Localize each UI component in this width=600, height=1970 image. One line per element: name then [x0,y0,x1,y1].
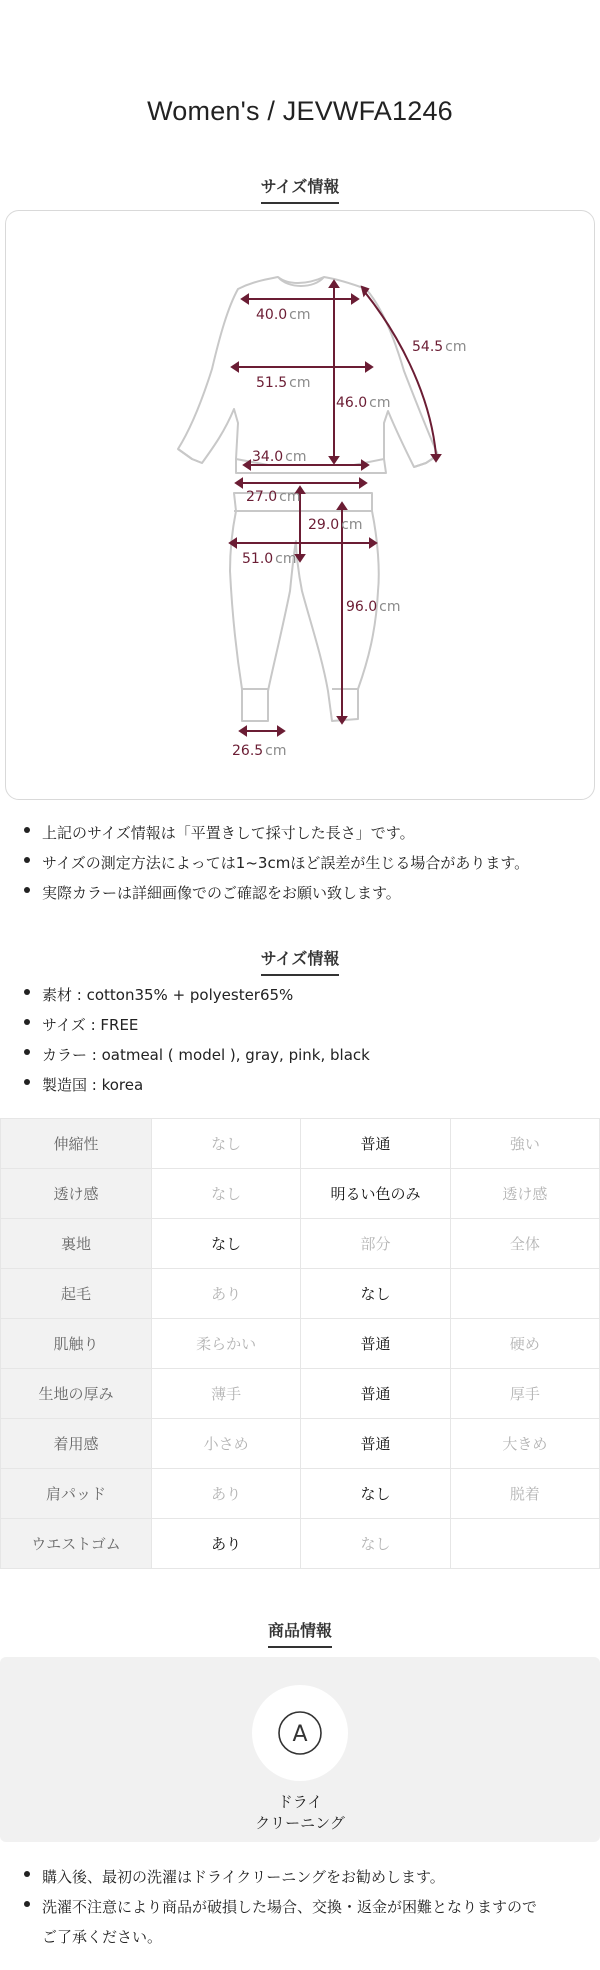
spec-list [20,980,590,1100]
attribute-option: 部分 [301,1219,450,1269]
size-note: 上記のサイズ情報は「平置きして採寸した長さ」です。 [20,818,590,848]
attribute-row [1,1319,600,1369]
measurement-lines [230,281,440,735]
attribute-option: 柔らかい [152,1319,301,1369]
attribute-option: 普通 [301,1369,450,1419]
attribute-label: ウエストゴム [1,1519,152,1569]
attribute-row [1,1219,600,1269]
label-pants-hip: 51.0 cm [242,551,297,567]
attribute-option: 薄手 [152,1369,301,1419]
dry-clean-icon [252,1685,348,1781]
label-pants-rise: 29.0 cm [308,517,363,533]
label-pants-hem: 26.5 cm [232,743,287,759]
attribute-option: 明るい色のみ [301,1169,450,1219]
attribute-option [450,1519,599,1569]
fabric-attributes-table [0,1118,600,1569]
care-notes-list [20,1862,590,1952]
size-notes-list [20,818,590,908]
size-info-heading-text: サイズ情報 [261,174,340,204]
attribute-row [1,1419,600,1469]
attribute-row [1,1369,600,1419]
size-note: 実際カラーは詳細画像でのご確認をお願い致します。 [20,878,590,908]
attribute-option: 厚手 [450,1369,599,1419]
care-heading-text: 商品情報 [268,1618,332,1648]
spec-item-size: サイズ : FREE [20,1010,590,1040]
svg-text:A: A [292,1722,308,1747]
attribute-label: 起毛 [1,1269,152,1319]
attribute-option: 普通 [301,1419,450,1469]
page-title: Women's / JEVWFA1246 [147,96,453,126]
attribute-option [450,1269,599,1319]
attribute-option: 透け感 [450,1169,599,1219]
size-diagram-panel [5,210,595,800]
care-label [0,1792,600,1834]
attribute-label: 着用感 [1,1419,152,1469]
size-note: サイズの測定方法によっては1~3cmほど誤差が生じる場合があります。 [20,848,590,878]
care-label-line1: ドライ [277,1793,323,1811]
attribute-label: 肩パッド [1,1469,152,1519]
size-diagram [6,211,596,801]
spec-item-material: 素材 : cotton35% + polyester65% [20,980,590,1010]
label-pants-length: 96.0 cm [346,599,401,615]
attribute-option: あり [152,1519,301,1569]
attribute-option: なし [301,1519,450,1569]
spec-heading-text: サイズ情報 [261,946,340,976]
attribute-option: 脱着 [450,1469,599,1519]
care-heading [0,1618,600,1648]
attribute-label: 肌触り [1,1319,152,1369]
attribute-label: 裏地 [1,1219,152,1269]
attribute-option: なし [152,1119,301,1169]
spec-item-origin: 製造国 : korea [20,1070,590,1100]
attribute-option: 強い [450,1119,599,1169]
attribute-option: 全体 [450,1219,599,1269]
attribute-option: なし [152,1169,301,1219]
attribute-row [1,1519,600,1569]
attribute-option: 普通 [301,1119,450,1169]
care-icon-circle [252,1685,348,1781]
attribute-option: なし [301,1269,450,1319]
attribute-row [1,1269,600,1319]
label-top-hem: 34.0 cm [252,449,307,465]
label-pants-waist: 27.0 cm [246,489,301,505]
attribute-row [1,1119,600,1169]
attribute-label: 生地の厚み [1,1369,152,1419]
attribute-row [1,1469,600,1519]
attribute-option: あり [152,1269,301,1319]
spec-item-color: カラー : oatmeal ( model ), gray, pink, black [20,1040,590,1070]
label-top-chest: 51.5 cm [256,375,311,391]
attribute-option: 小さめ [152,1419,301,1469]
attribute-row [1,1169,600,1219]
attribute-label: 透け感 [1,1169,152,1219]
size-info-heading [0,174,600,204]
spec-heading [0,946,600,976]
attribute-option: あり [152,1469,301,1519]
care-note: 洗濯不注意により商品が破損した場合、交換・返金が困難となりますので ご了承ください。 [20,1892,590,1952]
attribute-option: 硬め [450,1319,599,1369]
attribute-option: 大きめ [450,1419,599,1469]
label-top-sleeve: 54.5 cm [412,339,467,355]
attribute-option: なし [301,1469,450,1519]
attribute-label: 伸縮性 [1,1119,152,1169]
label-top-length: 46.0 cm [336,395,391,411]
attribute-option: 普通 [301,1319,450,1369]
care-label-line2: クリーニング [255,1814,345,1832]
label-top-shoulder: 40.0 cm [256,307,311,323]
care-note: 購入後、最初の洗濯はドライクリーニングをお勧めします。 [20,1862,590,1892]
attribute-option: なし [152,1219,301,1269]
